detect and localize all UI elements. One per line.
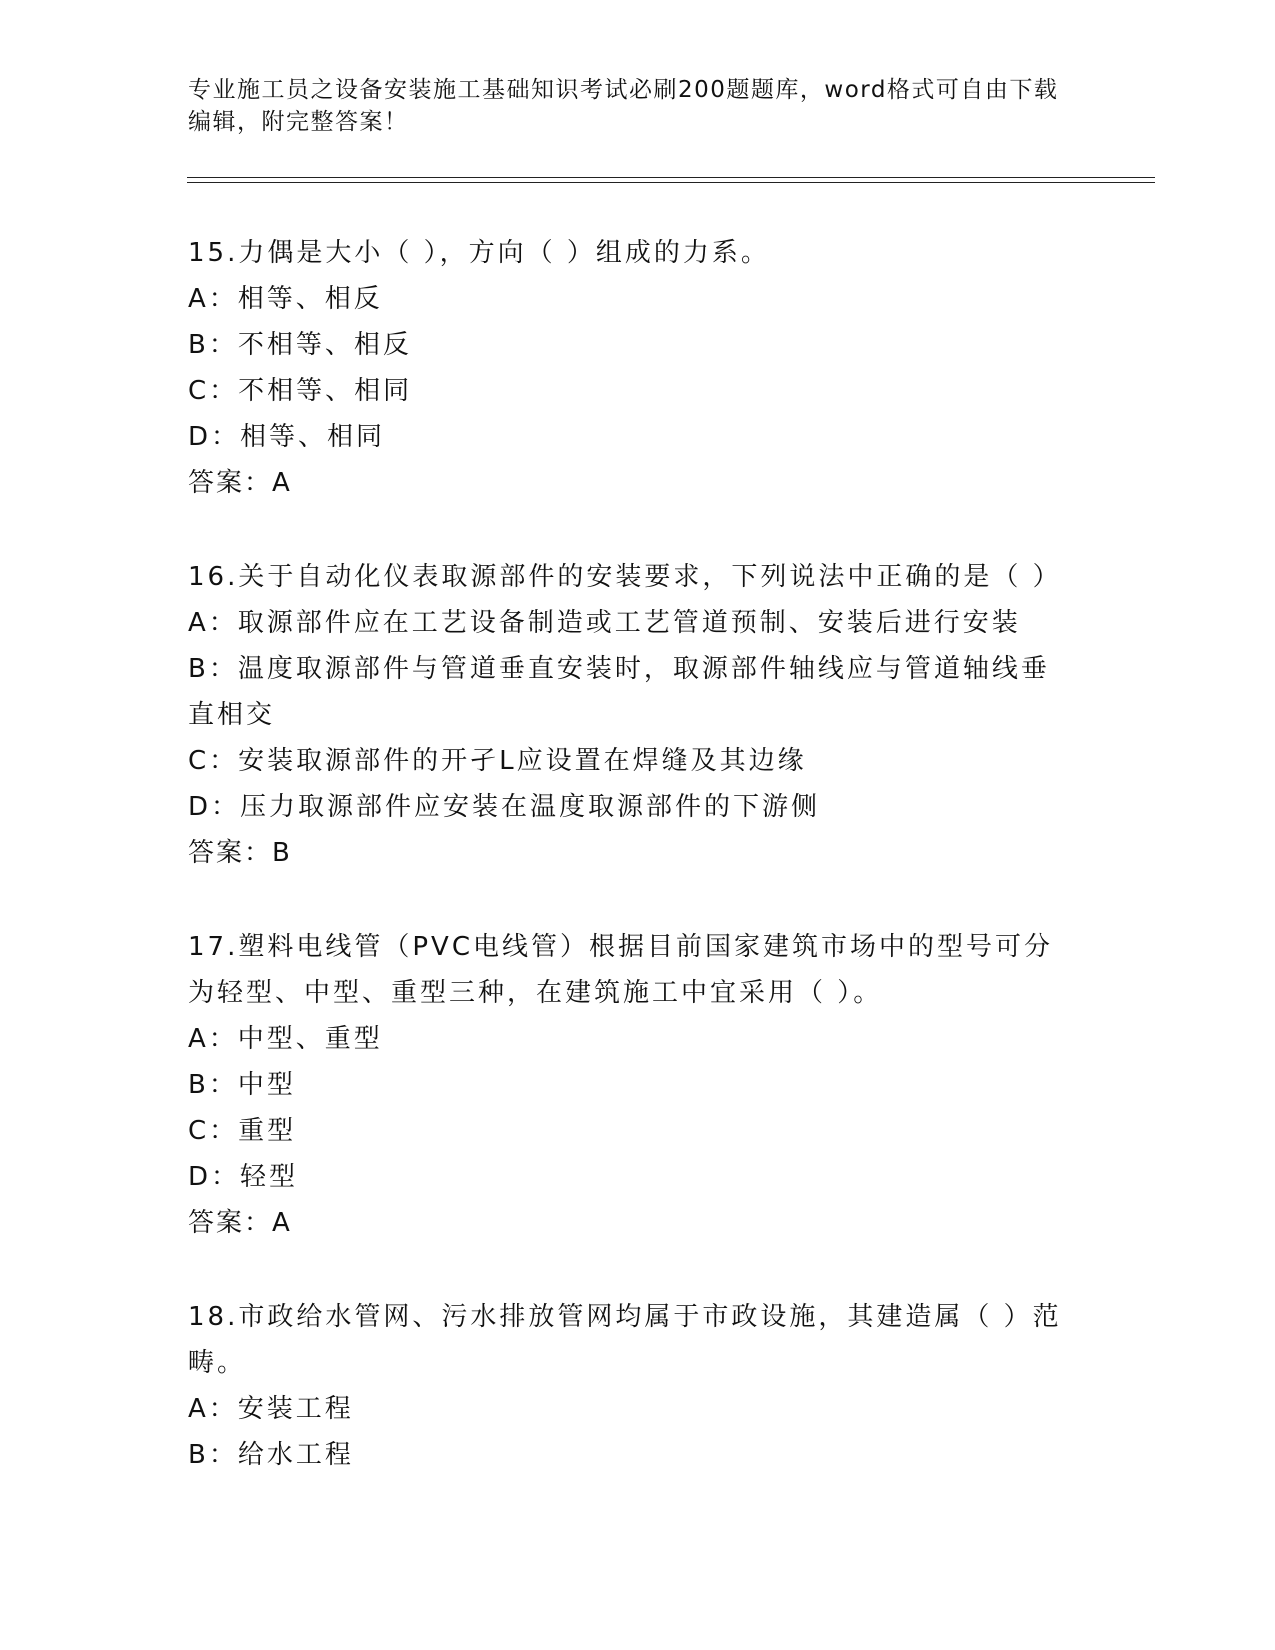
question-15 [188, 230, 1078, 506]
question-stem: 17.塑料电线管（PVC电线管）根据目前国家建筑市场中的型号可分为轻型、中型、重型三种，在建筑施工中宜采用（ ）。 [188, 932, 1053, 1008]
question-17 [188, 924, 1078, 1246]
option-c: C：不相等、相同 [188, 376, 413, 406]
answer: 答案：A [188, 468, 292, 498]
header-rule-bottom [187, 182, 1155, 183]
option-d: D：压力取源部件应安装在温度取源部件的下游侧 [188, 792, 821, 822]
option-c: C：重型 [188, 1116, 297, 1146]
question-list [188, 230, 1078, 1526]
option-b: B：中型 [188, 1070, 296, 1100]
question-stem: 15.力偶是大小（ ），方向（ ）组成的力系。 [188, 238, 770, 268]
option-b: B：给水工程 [188, 1440, 354, 1470]
option-a: A：取源部件应在工艺设备制造或工艺管道预制、安装后进行安装 [188, 608, 1021, 638]
option-b: B：温度取源部件与管道垂直安装时，取源部件轴线应与管道轴线垂直相交 [188, 654, 1050, 730]
option-d: D：相等、相同 [188, 422, 386, 452]
question-stem: 18.市政给水管网、污水排放管网均属于市政设施，其建造属（ ）范畴。 [188, 1302, 1062, 1378]
answer: 答案：A [188, 1208, 292, 1238]
document-header: 专业施工员之设备安装施工基础知识考试必刷200题题库，word格式可自由下载编辑，附完整答案！ [188, 77, 1059, 135]
question-16 [188, 554, 1078, 876]
option-a: A：安装工程 [188, 1394, 354, 1424]
option-d: D：轻型 [188, 1162, 299, 1192]
question-stem: 16.关于自动化仪表取源部件的安装要求，下列说法中正确的是（ ） [188, 562, 1062, 592]
answer: 答案：B [188, 838, 292, 868]
option-a: A：相等、相反 [188, 284, 383, 314]
question-18 [188, 1294, 1078, 1478]
header-rule-top [187, 177, 1155, 178]
option-b: B：不相等、相反 [188, 330, 412, 360]
option-a: A：中型、重型 [188, 1024, 383, 1054]
option-c: C：安装取源部件的开孑L应设置在焊缝及其边缘 [188, 746, 807, 776]
